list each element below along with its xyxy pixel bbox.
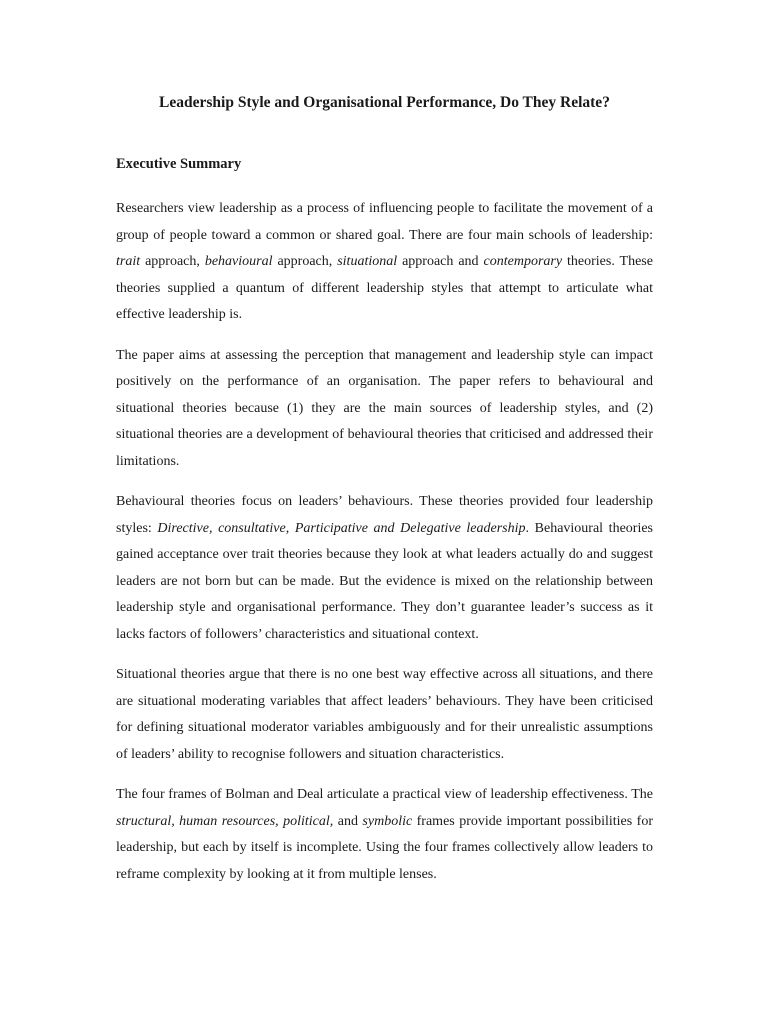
document-title: Leadership Style and Organisational Performance, Do They Relate? bbox=[159, 94, 610, 111]
p3-text-a: Behavioural theories focus on leaders’ behaviours. These theories provided four leadership styles: bbox=[116, 494, 653, 536]
paragraph-2: The paper aims at assessing the perception that management and leadership style can impact positively on the performance of an organisation. The paper refers to behavioural and situational theories because (1) they are the main sources of leadership styles, and (2) situational theories are a development of behavioural theories that criticised and addressed their limitations. bbox=[116, 347, 653, 469]
paragraph-1 bbox=[116, 196, 653, 329]
p1-text-d: approach and bbox=[397, 254, 484, 269]
p5-italic-symbolic: symbolic bbox=[362, 813, 413, 829]
p1-text-b: approach, bbox=[140, 254, 205, 269]
document-page bbox=[116, 92, 653, 902]
paragraph-5 bbox=[116, 782, 653, 888]
p1-text-e: theories. These theories supplied a quantum of different leadership styles that attempt to articulate what effective leadership is. bbox=[116, 254, 653, 322]
p5-text-b: and bbox=[333, 813, 363, 829]
p5-italic-frames: structural, human resources, political, bbox=[116, 813, 334, 829]
p1-italic-situational: situational bbox=[337, 254, 398, 269]
paragraph-3 bbox=[116, 489, 653, 648]
p1-text-a: Researchers view leadership as a process of influencing people to facilitate the movement of a group of people toward a common or shared goal. There are four main schools of leadership: bbox=[116, 201, 653, 243]
paragraph-4: Situational theories argue that there is no one best way effective across all situations, and there are situational moderating variables that affect leaders’ behaviours. They have been criticised for defining situational moderator variables ambiguously and for their unrealistic assumptions of leaders’ ability to recognise followers and situation characteristics. bbox=[116, 667, 653, 762]
p1-text-c: approach, bbox=[272, 254, 338, 269]
p5-text-c: frames provide important possibilities for leadership, but each by itself is incomplete. Using the four frames collectively allow leaders to reframe complexity by looking at it from multiple lenses. bbox=[116, 813, 653, 882]
p1-italic-behavioural: behavioural bbox=[204, 254, 273, 269]
p3-text-b: . Behavioural theories gained acceptance over trait theories because they look at what leaders actually do and suggest leaders are not born but can be made. But the evidence is mixed on the relationship between leadership style and organisational performance. They don’t guarantee leader’s success as it lacks factors of followers’ characteristics and situational context. bbox=[116, 520, 653, 642]
p1-italic-trait: trait bbox=[116, 254, 141, 269]
p5-text-a: The four frames of Bolman and Deal articulate a practical view of leadership effectiveness. The bbox=[116, 787, 653, 802]
p3-italic-styles: Directive, consultative, Participative and Delegative leadership bbox=[157, 520, 526, 536]
section-heading: Executive Summary bbox=[116, 156, 242, 172]
p1-italic-contemporary: contemporary bbox=[483, 254, 563, 269]
